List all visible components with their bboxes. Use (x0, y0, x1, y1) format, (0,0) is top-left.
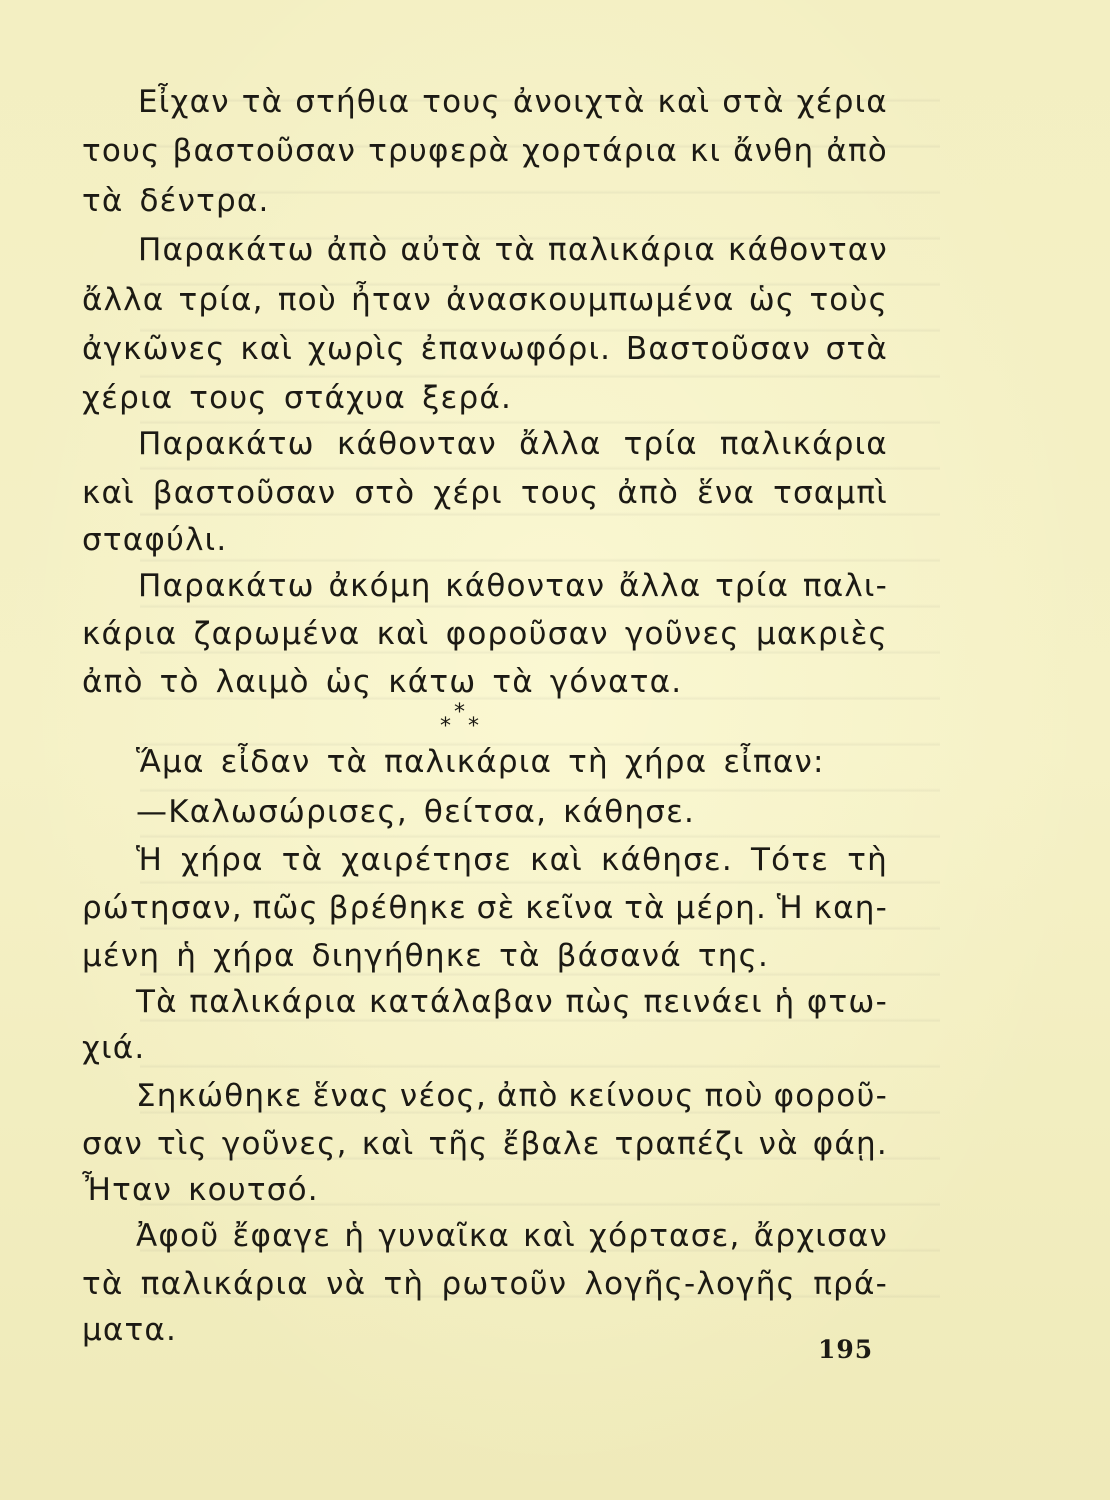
word: καὶ (376, 616, 430, 652)
word: παλικάρια (548, 232, 717, 268)
word: χιά. (82, 1030, 146, 1066)
text-line (136, 1216, 888, 1256)
word: Παρακάτω (138, 232, 315, 268)
word: ἄλλα (519, 426, 602, 462)
word: ἔφαγε (232, 1218, 332, 1254)
asterism-star: * (454, 700, 465, 725)
word: λαιμὸ (215, 664, 310, 700)
word: Ἡ (136, 842, 164, 878)
word: χορτάρια (522, 133, 679, 169)
word: τους (189, 380, 268, 416)
word: Βαστοῦσαν (625, 331, 811, 367)
word: τὰ (281, 842, 324, 878)
word: Ἅμα (136, 744, 205, 780)
text-line (138, 566, 888, 606)
word: τους (82, 133, 161, 169)
word: ἕνα (697, 475, 756, 511)
word: πῶς (252, 890, 319, 926)
word: χέρι (433, 475, 503, 511)
word: πεινάει (643, 984, 763, 1020)
text-line (82, 181, 888, 221)
word: τρυφερὰ (368, 133, 511, 169)
word: μέρη. (675, 890, 768, 926)
word: καη- (813, 890, 888, 926)
word: χόρτασε, (589, 1218, 741, 1254)
word: παλι- (802, 568, 888, 604)
text-line (136, 840, 888, 880)
text-line (138, 424, 888, 464)
word: στὰ (722, 84, 785, 120)
word: στὰ (825, 331, 888, 367)
word: χήρα (181, 842, 264, 878)
word: πὼς (565, 984, 632, 1020)
word: φοροῦ- (773, 1078, 888, 1114)
word: παλικάρια (384, 744, 553, 780)
word: τὴ (383, 1266, 425, 1302)
word: χαιρέτησε (341, 842, 513, 878)
word: χωρὶς (307, 331, 406, 367)
word: νέος, (399, 1078, 488, 1114)
word: κουτσό. (188, 1172, 319, 1208)
word: θείτσα, (423, 794, 548, 830)
text-line (82, 520, 888, 560)
word: καὶ (657, 84, 711, 120)
word: λογῆς-λογῆς (584, 1266, 796, 1302)
word: ἀνοιχτὰ (512, 84, 646, 120)
word: παλικάρια (719, 426, 888, 462)
word: τὰ (82, 1266, 124, 1302)
text-line (82, 614, 888, 654)
word: παλικάρια (140, 1266, 309, 1302)
word: Τὰ (136, 984, 178, 1020)
word: —Καλωσώρισες, (136, 794, 408, 830)
text-line (136, 792, 888, 832)
text-line (138, 82, 888, 122)
word: της. (697, 938, 770, 974)
word: φτω- (806, 984, 888, 1020)
word: ἦταν (351, 282, 433, 318)
word: κατάλαβαν (369, 984, 554, 1020)
word: γοῦνες, (221, 1126, 348, 1162)
word: τοὺς (809, 282, 888, 318)
word: τους (520, 475, 600, 511)
text-line (82, 280, 888, 320)
word: τὴ (847, 842, 888, 878)
text-line (82, 473, 888, 513)
word: κεῖνα (525, 890, 615, 926)
word: σταφύλι. (82, 522, 228, 558)
word: τρία (623, 426, 698, 462)
word: τὰ (494, 232, 537, 268)
word: Τότε (751, 842, 830, 878)
word: ζαρωμένα (193, 616, 361, 652)
word: ξερά. (422, 380, 513, 416)
text-line (82, 1170, 888, 1210)
text-line (82, 131, 888, 171)
word: ἀκόμη (328, 568, 432, 604)
word: κι (690, 133, 722, 169)
word: φοροῦσαν (445, 616, 609, 652)
word: κάθονταν (336, 426, 497, 462)
word: ἡ (176, 938, 198, 974)
word: τους (422, 84, 501, 120)
word: κάθησε. (600, 842, 733, 878)
word: τραπέζι (614, 1126, 745, 1162)
word: Παρακάτω (138, 426, 315, 462)
word: αὐτὰ (400, 232, 483, 268)
word: κάθησε. (563, 794, 696, 830)
word: κάρια (82, 616, 178, 652)
word: διηγήθηκε (311, 938, 484, 974)
word: Ἀφοῦ (136, 1218, 220, 1254)
word: μακριὲς (756, 616, 888, 652)
word: γυναῖκα (378, 1218, 510, 1254)
word: κείνους (568, 1078, 695, 1114)
text-line (82, 1264, 888, 1304)
word: βάσανά (556, 938, 682, 974)
word: στάχυα (283, 380, 407, 416)
word: τῆς (428, 1126, 489, 1162)
word: δέντρα. (139, 183, 270, 219)
word: σὲ (476, 890, 516, 926)
word: παλικάρια (189, 984, 358, 1020)
text-line (136, 742, 888, 782)
word: καὶ (240, 331, 294, 367)
word: τὴ (568, 744, 609, 780)
word: βαστοῦσαν (152, 475, 337, 511)
word: τὰ (241, 84, 284, 120)
word: χέρια (82, 380, 174, 416)
word: ποὺ (704, 1078, 764, 1114)
word: καὶ (361, 1126, 415, 1162)
word: νὰ (326, 1266, 367, 1302)
word: καὶ (530, 842, 583, 878)
word: τὰ (499, 938, 541, 974)
word: ἕνας (312, 1078, 391, 1114)
word: ποὺ (277, 282, 337, 318)
text-line (136, 982, 888, 1022)
word: στήθια (295, 84, 411, 120)
text-line (138, 230, 888, 270)
word: Ἡ (776, 890, 804, 926)
word: εἶπαν: (723, 744, 825, 780)
text-line (82, 1124, 888, 1164)
word: Εἶχαν (138, 84, 230, 120)
word: τὰ (624, 890, 666, 926)
word: Ἦταν (82, 1172, 173, 1208)
word: τὰ (326, 744, 369, 780)
word: τρία, (178, 282, 264, 318)
text-line (136, 1076, 888, 1116)
word: χήρα (624, 744, 708, 780)
word: ἀπὸ (617, 475, 680, 511)
word: Σηκώθηκε (136, 1078, 303, 1114)
word: ἡ (344, 1218, 366, 1254)
word: γοῦνες (625, 616, 740, 652)
word: σαν (82, 1126, 143, 1162)
word: ἐπανωφόρι. (420, 331, 612, 367)
word: ἔβαλε (502, 1126, 601, 1162)
word: νὰ (758, 1126, 799, 1162)
word: στὸ (354, 475, 416, 511)
word: ἀπὸ (826, 133, 888, 169)
word: καὶ (82, 475, 135, 511)
word: μένη (82, 938, 161, 974)
word: ὡς (748, 282, 796, 318)
asterism-divider (430, 700, 490, 740)
word: ἀπὸ (496, 1078, 559, 1114)
asterism-star: * (440, 714, 451, 739)
word: τὸ (159, 664, 200, 700)
word: ἀνασκουμπωμένα (446, 282, 735, 318)
word: ἄλλα (618, 568, 702, 604)
text-line (82, 888, 888, 928)
word: Παρακάτω (138, 568, 315, 604)
word: ρωτοῦν (441, 1266, 568, 1302)
word: ἀγκῶνες (82, 331, 226, 367)
word: βαστοῦσαν (172, 133, 357, 169)
word: ἀπὸ (326, 232, 389, 268)
word: ἡ (774, 984, 796, 1020)
word: καὶ (523, 1218, 576, 1254)
word: βρέθηκε (328, 890, 467, 926)
word: ρώτησαν, (82, 890, 243, 926)
text-line (82, 662, 888, 702)
word: τσαμπὶ (773, 475, 888, 511)
word: εἶδαν (220, 744, 311, 780)
word: κάθονταν (727, 232, 888, 268)
word: ματα. (82, 1312, 178, 1348)
word: κάθονταν (445, 568, 606, 604)
word: φάῃ. (812, 1126, 888, 1162)
text-line (82, 1310, 888, 1350)
word: ἄρχισαν (753, 1218, 888, 1254)
word: ἄνθη (733, 133, 815, 169)
text-line (82, 936, 888, 976)
text-line (82, 1028, 888, 1068)
word: τὰ (82, 183, 124, 219)
word: ἄλλα (82, 282, 165, 318)
word: πρά- (813, 1266, 888, 1302)
word: γόνατα. (549, 664, 683, 700)
word: τὶς (156, 1126, 208, 1162)
word: τρία (715, 568, 790, 604)
page-number: 195 (818, 1335, 874, 1364)
text-line (82, 378, 888, 418)
text-line (82, 329, 888, 369)
word: ἀπὸ (82, 664, 144, 700)
word: κάτω (388, 664, 477, 700)
word: τὰ (492, 664, 534, 700)
word: χήρα (213, 938, 296, 974)
word: χέρια (796, 84, 888, 120)
word: ὡς (325, 664, 373, 700)
asterism-star: * (468, 714, 479, 739)
